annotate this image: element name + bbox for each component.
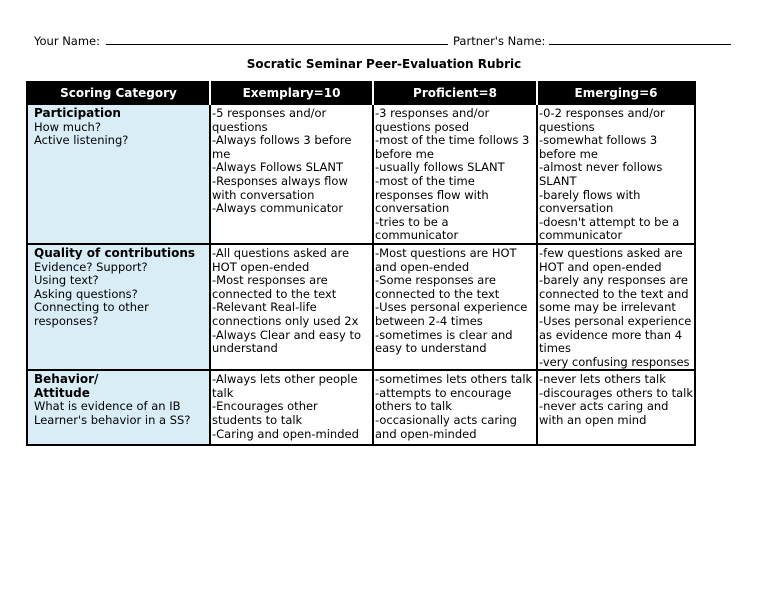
emerging-cell xyxy=(537,244,695,370)
category-prompt: How much? xyxy=(34,119,101,134)
category-name: Behavior/ xyxy=(34,372,99,387)
criterion: -Most responses are connected to the text xyxy=(212,273,337,301)
criterion: -tries to be a communicator xyxy=(375,214,459,243)
criterion: -Always Clear and easy to understand xyxy=(212,327,362,356)
criterion: -3 responses and/or questions posed xyxy=(375,106,490,134)
criterion: -occasionally acts caring and open-minded xyxy=(375,413,517,441)
criterion: -Caring and open-minded xyxy=(212,426,359,441)
category-prompt: What is evidence of an IB Learner's behavior in a SS? xyxy=(34,399,191,428)
emerging-cell xyxy=(537,370,695,445)
category-name: Quality of contributions xyxy=(34,245,196,260)
header-scoring-category: Scoring Category xyxy=(27,82,210,104)
criterion: -usually follows SLANT xyxy=(375,160,505,175)
table-row xyxy=(27,244,695,370)
criterion: -Always Follows SLANT xyxy=(212,160,344,175)
criterion: -attempts to encourage others to talk xyxy=(375,385,512,414)
criterion: -sometimes is clear and easy to understand xyxy=(375,327,513,356)
rubric-table xyxy=(26,81,696,446)
category-cell xyxy=(27,244,210,370)
table-row xyxy=(27,104,695,244)
header-exemplary: Exemplary=10 xyxy=(210,82,373,104)
criterion: -All questions asked are HOT open-ended xyxy=(212,245,350,274)
criterion: -Responses always flow with conversation xyxy=(212,173,348,202)
criterion: -0-2 responses and/or questions xyxy=(539,106,665,134)
header-proficient: Proficient=8 xyxy=(373,82,537,104)
category-name: Attitude xyxy=(34,385,90,400)
exemplary-cell xyxy=(210,104,373,244)
criterion: -most of the time follows 3 before me xyxy=(375,133,530,161)
criterion: -barely any responses are connected to the text and some may be irrelevant xyxy=(539,273,689,315)
criterion: -few questions asked are HOT and open-ended xyxy=(539,245,683,274)
category-cell xyxy=(27,370,210,445)
proficient-cell xyxy=(373,370,537,445)
category-prompt: Connecting to other responses? xyxy=(34,300,149,328)
criterion: -Encourages other students to talk xyxy=(212,399,318,428)
criterion: -discourages others to talk xyxy=(539,385,693,400)
criterion: -Uses personal experience as evidence more than 4 times xyxy=(539,313,692,356)
criterion: -Relevant Real-life connections only used 2x xyxy=(212,300,359,328)
criterion: -barely flows with conversation xyxy=(539,187,641,216)
criterion: -somewhat follows 3 before me xyxy=(539,133,658,161)
emerging-cell xyxy=(537,104,695,244)
criterion: -doesn't attempt to be a communicator xyxy=(539,214,680,243)
rubric-title: Socratic Seminar Peer-Evaluation Rubric xyxy=(246,57,522,71)
criterion: -never lets others talk xyxy=(539,372,666,387)
your-name-label: Your Name: xyxy=(34,34,101,48)
exemplary-cell xyxy=(210,370,373,445)
category-name: Participation xyxy=(34,106,121,120)
criterion: -Always lets other people talk xyxy=(212,372,358,400)
your-name-field[interactable] xyxy=(106,34,448,45)
criterion: -never acts caring and with an open mind xyxy=(539,399,669,428)
criterion: -Uses personal experience between 2-4 times xyxy=(375,300,528,328)
criterion: -Most questions are HOT and open-ended xyxy=(375,245,517,274)
name-line xyxy=(34,34,734,48)
criterion: -almost never follows SLANT xyxy=(539,160,663,188)
criterion: -Always follows 3 before me xyxy=(212,133,352,161)
header-emerging: Emerging=6 xyxy=(537,82,695,104)
table-row xyxy=(27,370,695,445)
exemplary-cell xyxy=(210,244,373,370)
category-prompt: Evidence? Support? xyxy=(34,259,148,274)
category-prompt: Active listening? xyxy=(34,133,129,148)
proficient-cell xyxy=(373,104,537,244)
partner-name-field[interactable] xyxy=(549,34,731,45)
partner-name-label: Partner's Name: xyxy=(453,34,546,48)
header-row xyxy=(27,82,695,104)
criterion: -most of the time responses flow with conversation xyxy=(375,173,489,216)
category-prompt: Using text? xyxy=(34,273,99,288)
category-prompt: Asking questions? xyxy=(34,286,138,301)
criterion: -Some responses are connected to the text xyxy=(375,273,500,301)
criterion: -5 responses and/or questions xyxy=(212,106,327,134)
proficient-cell xyxy=(373,244,537,370)
criterion: -Always communicator xyxy=(212,201,344,216)
category-cell xyxy=(27,104,210,244)
criterion: -sometimes lets others talk xyxy=(375,372,533,387)
criterion: -very confusing responses xyxy=(539,354,690,369)
